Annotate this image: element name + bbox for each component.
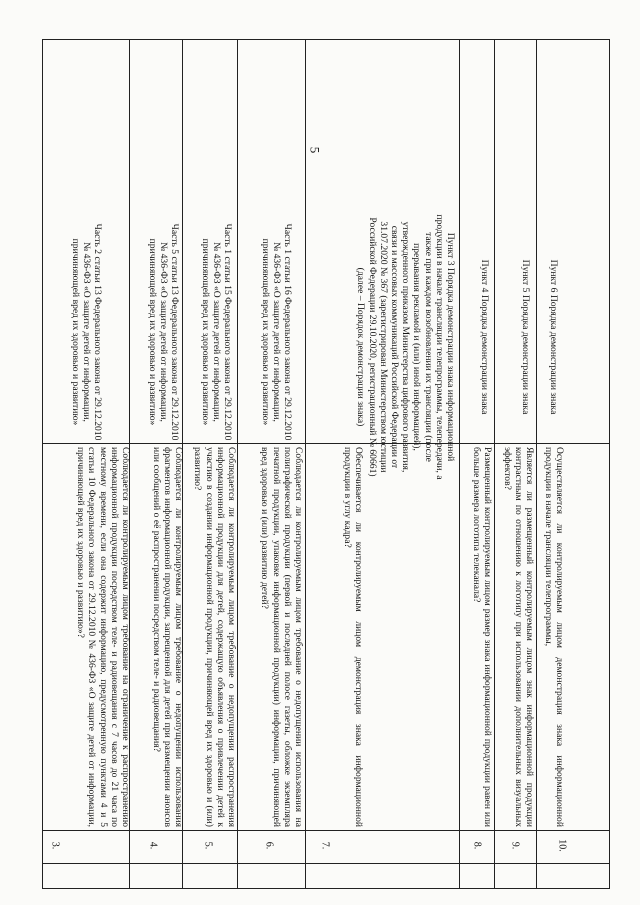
row-question: Осуществляется ли контролируемым лицом демонстрация знака информационной продукции в начале трансляции телепрограммы, — [542, 447, 565, 830]
checklist-table — [42, 39, 610, 889]
row-reference: Часть 1 статьи 16 Федерального закона от 29.12.2010 № 436-ФЗ «О защите детей от информации, причиняющей вред их здоровью и развитию» — [259, 223, 293, 443]
page-number: 5 — [307, 146, 323, 154]
row-question: Соблюдается ли контролируемым лицом требование о недопущении использования на полиграфической продукции (первой и последней полосе газеты, обложке экземпляра печатной продукции, упаковке информационной продукции) информации, причиняющей вред здоровью и (или) развитию детей? — [259, 447, 304, 830]
row-question: Является ли размещенный контролируемым лицом знак информационной продукции контрастным по отношению к логотипу при использовании дополнительных визуальных эффектов? — [501, 447, 535, 830]
row-number: 9. — [509, 841, 521, 850]
row-reference: Часть 2 статьи 13 Федерального закона от 29.12.2010 № 436-ФЗ «О защите детей от информации, причиняющей вред их здоровью и развитию» — [69, 223, 103, 443]
row-number: 10. — [556, 839, 568, 852]
row-question: Соблюдается ли контролируемым лицом требование о недопущении распространения информационной продукции для детей, содержащую объявления о привлечении детей к участию в создании информационной продукции, причиняющей вред их здоровью и (или) развитию? — [192, 447, 237, 830]
row-number: 7. — [319, 841, 331, 850]
row-number: 3. — [49, 841, 61, 850]
row-question: Обеспечивается ли контролируемым лицом демонстрация знака информационной продукции в углу кадра? — [341, 447, 364, 830]
row-number: 5. — [202, 841, 214, 850]
row-reference: Часть 5 статьи 13 Федерального закона от 29.12.2010 № 436-ФЗ «О защите детей от информации, причиняющей вред их здоровью и развитию» — [146, 223, 180, 443]
row-reference: Часть 1 статьи 15 Федерального закона от 29.12.2010 № 436-ФЗ «О защите детей от информации, причиняющей вред их здоровью и развитию» — [199, 223, 233, 443]
row-question: Соблюдается ли контролируемым лицом требование на ограничение к распространению информационной продукции посредством теле- и радиовещания с 7 часов до 21 часа по местному времени, если она содержит информацию, предусмотренную пунктами 4 и 5 статьи 10 Федерального закона от 29.12.2010 № 436-ФЗ «О защите детей от информации, причиняющей вред их здоровью и развитию»? — [75, 447, 131, 830]
row-reference: Пункт 4 Порядка демонстрации знака — [479, 259, 490, 415]
row-question: Размещенный контролируемым лицом размер знака информационной продукции равен или больше размера логотипа телеканала? — [470, 447, 493, 830]
row-reference: Пункт 6 Порядка демонстрации знака — [548, 259, 559, 415]
column-divider — [43, 830, 609, 831]
row-number: 8. — [471, 841, 483, 850]
row-reference: Пункт 5 Порядка демонстрации знака — [520, 259, 531, 415]
row-number: 4. — [147, 841, 159, 850]
column-divider — [43, 863, 609, 864]
row-reference: Пункт 3 Порядка демонстрации знака информационной продукции в начале трансляции телепрограммы, телепередачи, а также при каждом возобновлении их трансляции (после прерывания рекламой и (или) иной информацией), утвержденного приказом Министерства цифрового развития, связи и массовых коммуникаций Российской Федерации от 31.07.2020 № 367 (зарегистрирован Министерством юстиции Российской Федерации 29.10.2020, регистрационный № 60661) (далее – Порядок демонстрации знака) — [355, 214, 456, 482]
row-question: Соблюдается ли контролируемым лицом требование о недопущении использования фрагментов информационной продукции, запрещенной для детей при размещении анонсов или сообщений о её распространении посредством теле- и радиовещания? — [150, 447, 184, 830]
row-number: 6. — [263, 841, 275, 850]
